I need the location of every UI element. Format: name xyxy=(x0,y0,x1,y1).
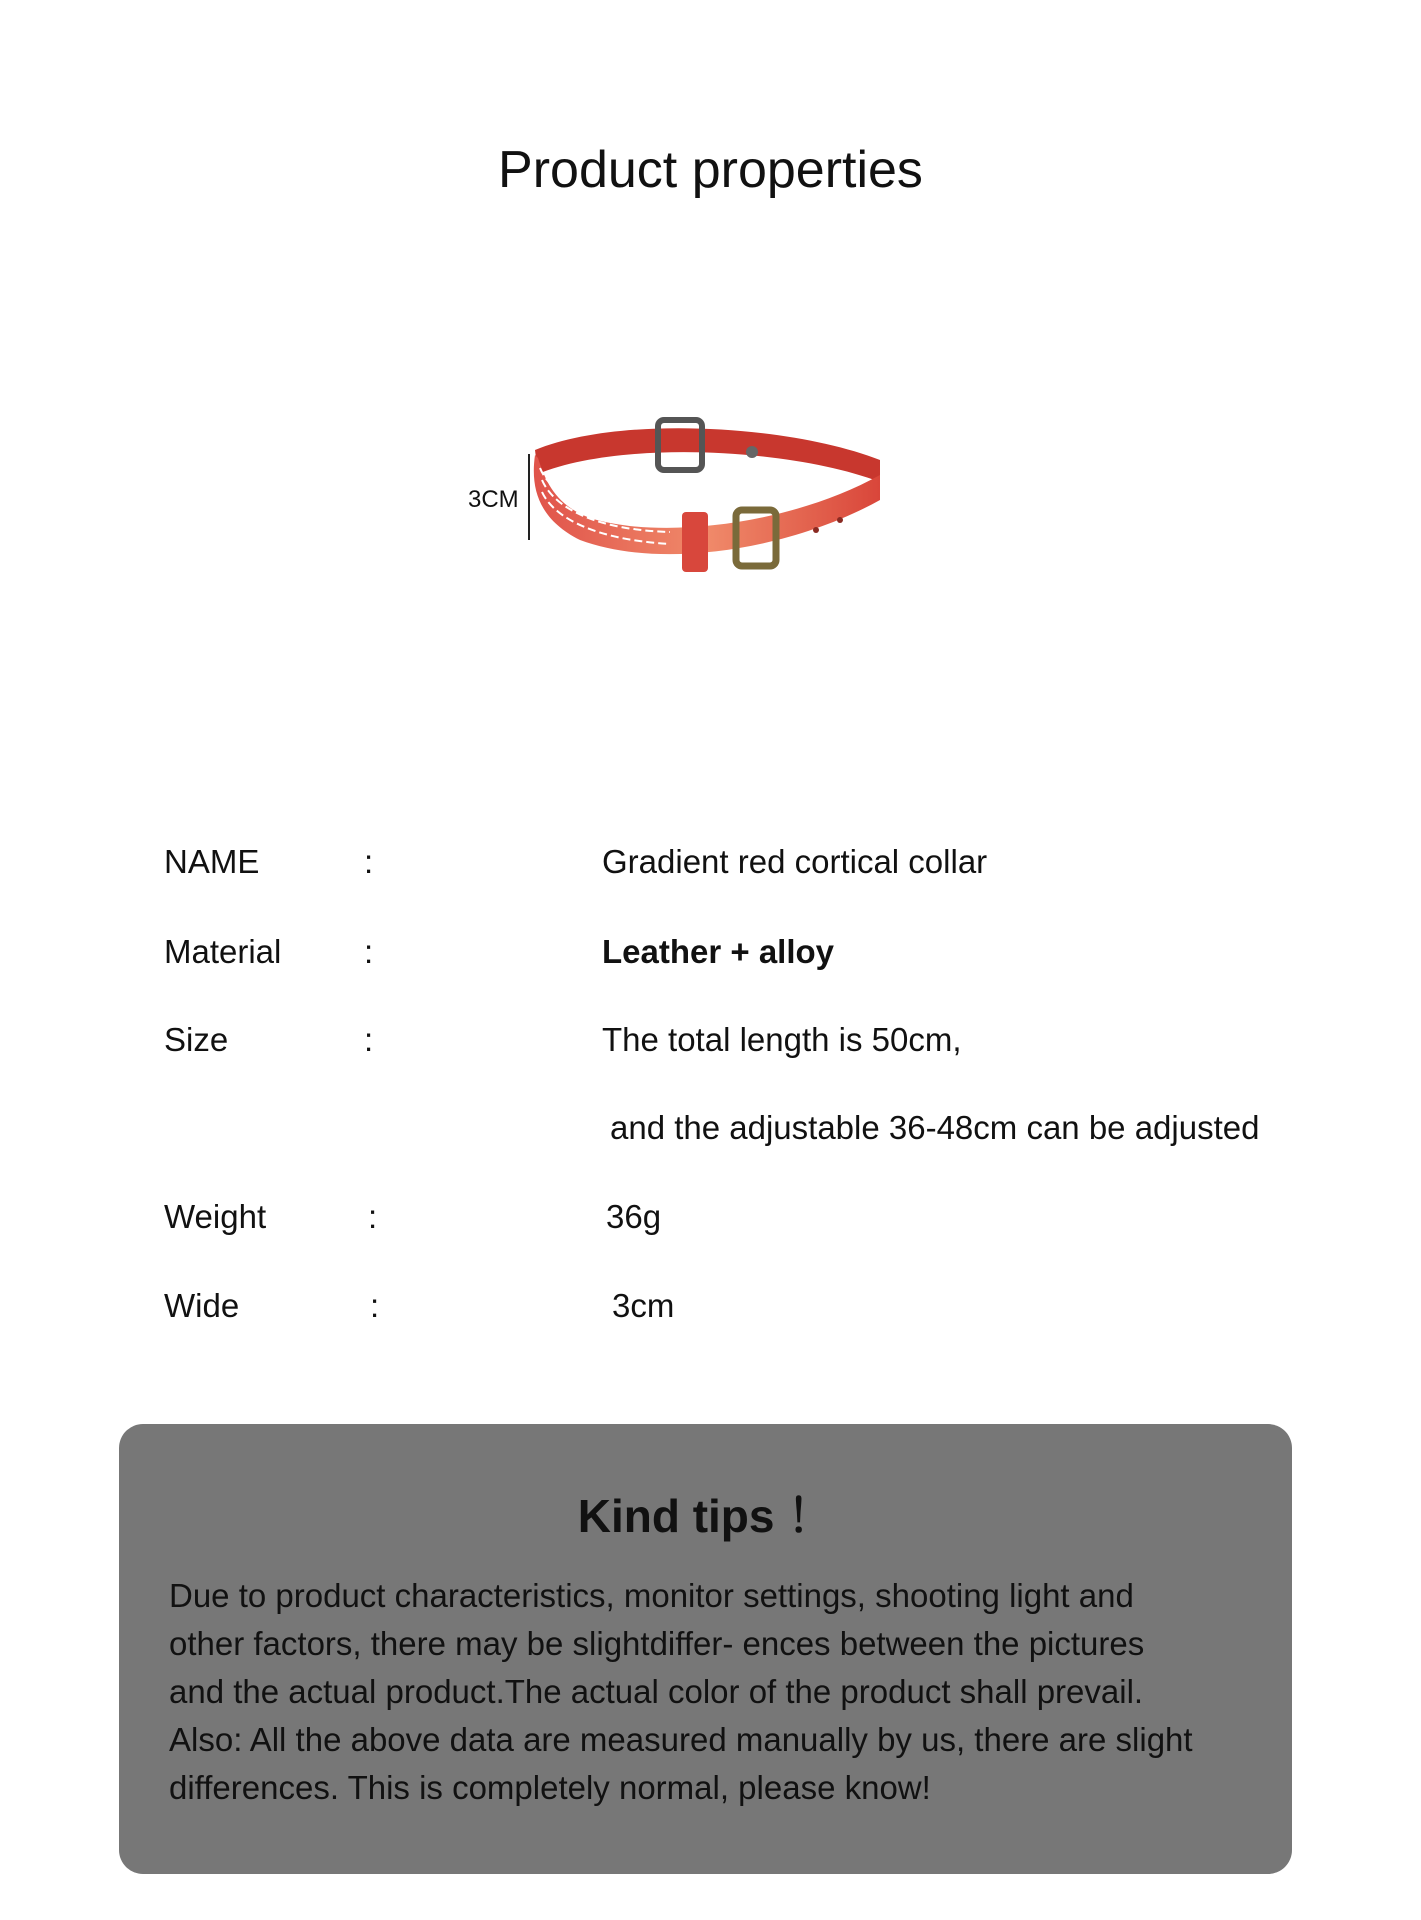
property-label: Weight xyxy=(164,1198,267,1235)
property-label: Material xyxy=(164,933,282,970)
tips-box xyxy=(119,1424,1292,1874)
property-colon: : xyxy=(368,1198,378,1235)
property-colon: : xyxy=(370,1287,380,1324)
property-value: 3cm xyxy=(612,1287,675,1324)
property-label: Wide xyxy=(164,1287,240,1324)
property-colon: : xyxy=(364,933,374,970)
property-value: 36g xyxy=(606,1198,662,1235)
tips-line: Due to product characteristics, monitor settings, shooting light and xyxy=(169,1577,1134,1614)
tips-title: Kind tips ！ xyxy=(577,1490,834,1542)
page-title: Product properties xyxy=(498,141,923,199)
property-row-size-cont xyxy=(0,1109,1421,1159)
property-value: The total length is 50cm, xyxy=(602,1021,962,1058)
property-label: Size xyxy=(164,1021,229,1058)
property-value: Gradient red cortical collar xyxy=(602,843,988,880)
property-row-name xyxy=(0,843,1421,893)
tips-line: differences. This is completely normal, please know! xyxy=(169,1769,931,1806)
property-row-wide xyxy=(0,1287,1421,1337)
tips-body xyxy=(169,1572,1259,1812)
property-value: and the adjustable 36-48cm can be adjusted xyxy=(610,1109,1260,1146)
property-colon: : xyxy=(364,843,374,880)
tips-line: other factors, there may be slightdiffer- ences between the pictures xyxy=(169,1625,1145,1662)
tips-line: and the actual product.The actual color of the product shall prevail. xyxy=(169,1673,1144,1710)
dimension-label: 3CM xyxy=(468,486,519,513)
property-row-material xyxy=(0,933,1421,983)
property-row-size xyxy=(0,1021,1421,1071)
property-value: Leather + alloy xyxy=(602,933,835,970)
tips-line: Also: All the above data are measured manually by us, there are slight xyxy=(169,1721,1193,1758)
property-row-weight xyxy=(0,1198,1421,1248)
property-colon: : xyxy=(364,1021,374,1058)
dimension-line xyxy=(528,454,530,540)
property-label: NAME xyxy=(164,843,260,880)
